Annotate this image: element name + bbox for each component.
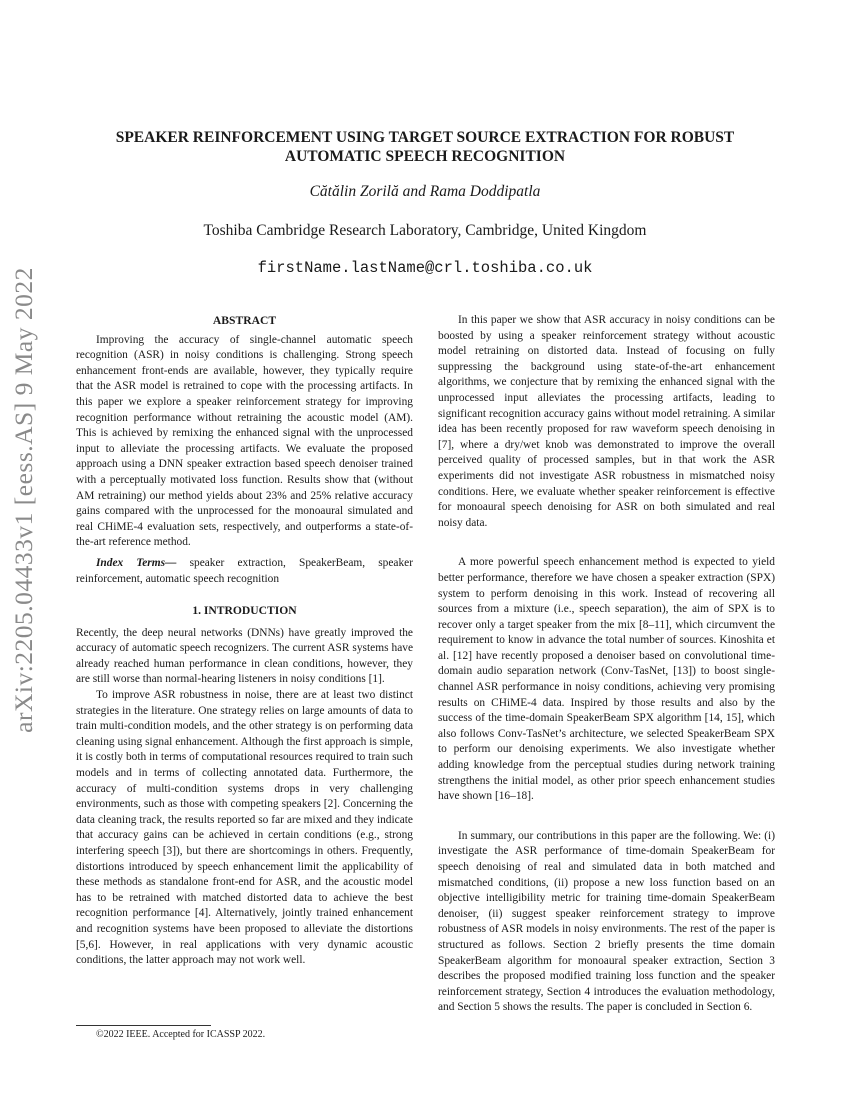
index-terms xyxy=(76,556,413,587)
paper-email: firstName.lastName@crl.toshiba.co.uk xyxy=(257,259,593,277)
paper-affiliation: Toshiba Cambridge Research Laboratory, Cambridge, United Kingdom xyxy=(203,222,647,239)
paper-authors: Cătălin Zorilă and Rama Doddipatla xyxy=(309,183,541,200)
arxiv-identifier-stamp xyxy=(4,267,44,733)
copyright-footnote: ©2022 IEEE. Accepted for ICASSP 2022. xyxy=(96,1029,266,1040)
arxiv-identifier: arXiv:2205.04433v1 [eess.AS] 9 May 2022 xyxy=(9,267,38,733)
intro-paragraph-2: To improve ASR robustness in noise, there are at least two distinct strategies in the literature. One strategy relies on large amounts of data to train multi-condition models, and the other strategy is on performing data cleaning using signal enhancement. Although the first approach is simple, it is costly both in terms of computational resources required to train such models and in terms of collecting annotated data. Furthermore, the accuracy of multi-condition systems drops in very challenging environments, such as those with competing speakers [2]. Concerning the data cleaning track, the results reported so far are mixed and they indicate that accuracy gains can be achieved in certain conditions (e.g., strong interfering speech [3]), but there are shortcomings in others. Frequently, distortions introduced by speech enhancement limit the applicability of these methods as standalone front-end for ASR, and the acoustic model has to be retrained with matched distorted data to achieve the best recognition performance [4]. Alternatively, jointly trained enhancement and recognition systems have been proposed to alleviate the distortions [5,6]. However, in real applications with very dynamic acoustic conditions, the latter approach may not work well. xyxy=(76,689,413,967)
abstract-text: Improving the accuracy of single-channel automatic speech recognition (ASR) in noisy conditions is challenging. Strong speech enhancement front-ends are available, however, they typically require that the ASR model is retrained to cope with the processing artifacts. In this paper we explore a speaker reinforcement strategy for improving recognition performance without retraining the acoustic model (AM). This is achieved by remixing the enhanced signal with the unprocessed input to alleviate the processing artifacts. We evaluate the proposed approach using a DNN speaker extraction based speech denoiser trained with a perceptually motivated loss function. Results show that (without AM retraining) our method yields about 23% and 25% relative accuracy gains compared with the unprocessed for the monoaural simulated and real CHiME-4 evaluation sets, respectively, and outperforms a state-of-the-art reference method. xyxy=(76,333,413,549)
right-paragraph-3: In summary, our contributions in this paper are the following. We: (i) investigate the ASR performance of time-domain SpeakerBeam for speech denoising of real and simulated data in both matched and mismatched conditions, (ii) propose a new loss function based on an objective intelligibility metric for training time-domain SpeakerBeam denoiser, (ii) suggest speaker reinforcement strategy to improve robustness of ASR models in noisy environments. The rest of the paper is structured as follows. Section 2 briefly presents the time domain SpeakerBeam algorithm for monoaural speaker extraction, Section 3 describes the proposed modified training loss function and the speaker reinforcement strategy, Section 4 introduces the evaluation methodology, and Section 5 shows the results. The paper is concluded in Section 6. xyxy=(438,829,775,1014)
abstract-heading: ABSTRACT xyxy=(212,314,277,327)
right-column xyxy=(438,313,775,1016)
intro-paragraph-1: Recently, the deep neural networks (DNNs) have greatly improved the accuracy of automatic speech recognizers. The current ASR systems have already reached human performance in clean conditions, however, they are still worse than normal-hearing listeners in noisy conditions [1]. xyxy=(76,626,413,686)
left-column xyxy=(76,313,413,969)
index-terms-text: speaker extraction, SpeakerBeam, speaker reinforcement, automatic speech recognition xyxy=(76,556,413,585)
right-paragraph-2: A more powerful speech enhancement method is expected to yield better performance, therefore we have chosen a speaker extraction (SPX) system to perform denoising in this work. Instead of recovering all sources from a mixture (i.e., speech separation), the aim of SPX is to recover only a target speaker from the mix [8–11], which circumvent the requirement to know in advance the total number of sources. Kinoshita et al. [12] have recently proposed a denoiser based on convolutional time-domain audio separation network (Conv-TasNet, [13]) to boost single-channel ASR performance in noisy conditions, achieving very promising results on CHiME-4 data. Inspired by those results and also by the success of the time-domain SpeakerBeam SPX algorithm [14, 15], which also follows Conv-TasNet’s architecture, we selected SpeakerBeam SPX to perform our denoising experiments. We also investigate whether adding knowledge from the perceptual studies during network training strengthens the initial model, as other prior speech enhancement studies have shown [16–18]. xyxy=(438,556,775,803)
footnote-rule xyxy=(76,1025,211,1026)
right-paragraph-1: In this paper we show that ASR accuracy in noisy conditions can be boosted by using a speaker reinforcement strategy without acoustic model retraining on distorted data. Instead of focusing on fully suppressing the background using state-of-the-art enhancement algorithms, we conjecture that by remixing the enhanced signal with the unprocessed input alleviates the processing artifacts, leading to significant recognition accuracy gains without model retraining. A similar idea has been recently proposed for raw waveform speech denoising in [7], where a dry/wet knob was demonstrated to improve the overall perceived quality of processed samples, but in that work the ASR experiments did not investigate ASR robustness in mismatched noisy conditions. Here, we evaluate whether speaker reinforcement is effective for monoaural speech denoising for ASR on both simulated and real noisy data. xyxy=(438,314,775,529)
introduction-heading: 1. INTRODUCTION xyxy=(192,604,297,618)
index-terms-label: Index Terms— xyxy=(96,556,177,569)
paper-title: SPEAKER REINFORCEMENT USING TARGET SOURCE EXTRACTION FOR ROBUST AUTOMATIC SPEECH RECOGNITION xyxy=(115,129,735,165)
